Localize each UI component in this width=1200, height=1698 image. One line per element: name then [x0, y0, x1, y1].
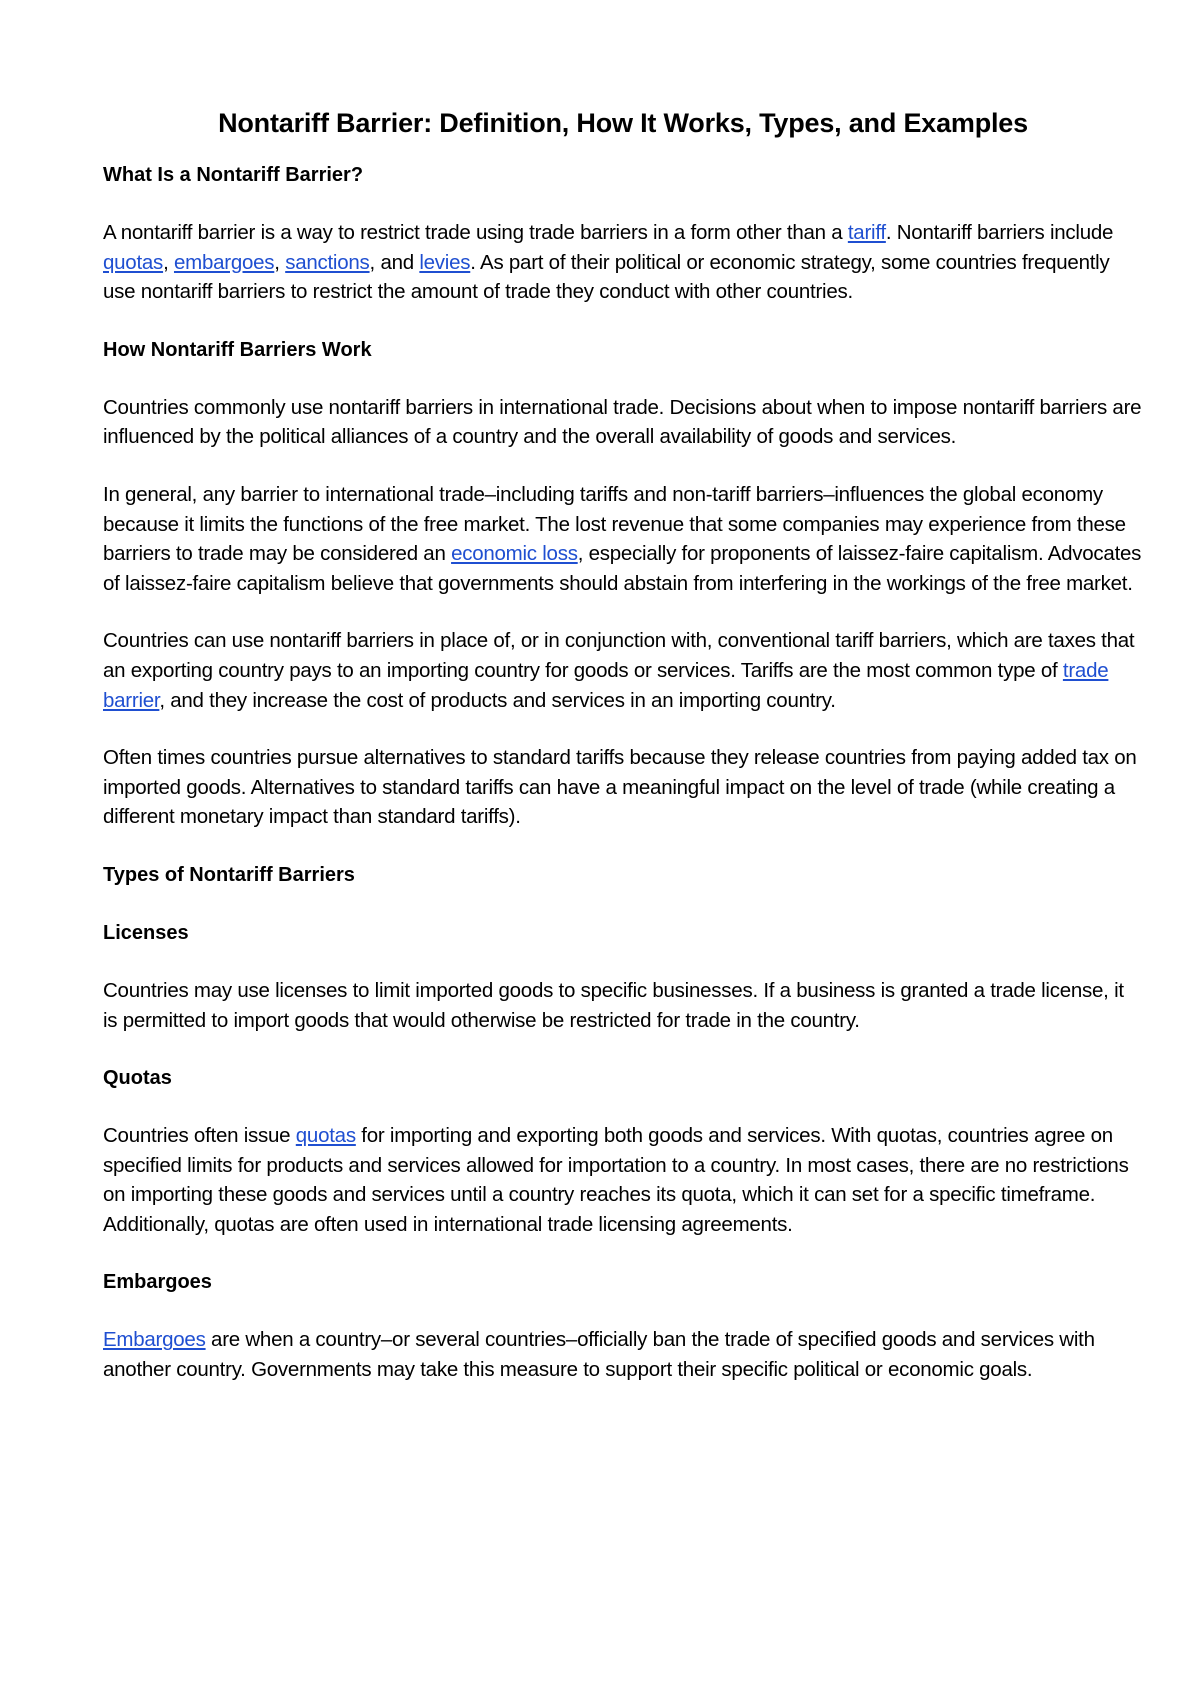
link-quotas-types[interactable]: quotas — [295, 1124, 356, 1148]
text-run: Countries can use nontariff barriers in place of, or in conjunction with, conventional tariff barriers, which are taxes that an exporting country pays to an importing country for goods or services. Tariffs are the most common type of — [103, 629, 1135, 682]
link-embargoes[interactable]: embargoes — [173, 250, 275, 274]
paragraph-how-2 — [103, 480, 1143, 598]
text-run: A nontariff barrier is a way to restrict trade using trade barriers in a form other than a — [103, 221, 848, 244]
document-title: Nontariff Barrier: Definition, How It Works, Types, and Examples — [218, 108, 1028, 138]
subheading-quotas: Quotas — [103, 1067, 172, 1090]
subheading-embargoes: Embargoes — [103, 1271, 212, 1294]
paragraph-quotas — [103, 1121, 1143, 1239]
text-run: , especially for proponents of laissez-faire capitalism. Advocates of laissez-faire capitalism believe that governments should abstain from interfering in the workings of the free market. — [103, 542, 1142, 595]
link-trade-barrier[interactable]: trade barrier — [103, 658, 1109, 712]
text-run: , and — [369, 250, 420, 274]
text-run: , and they increase the cost of products and services in an importing country. — [159, 688, 836, 712]
paragraph-how-3 — [103, 626, 1143, 715]
link-economic-loss[interactable]: economic loss — [451, 542, 578, 566]
link-embargoes-types[interactable]: Embargoes — [103, 1328, 206, 1352]
link-levies[interactable]: levies — [419, 250, 471, 274]
text-run: Countries often issue — [103, 1124, 296, 1148]
paragraph-licenses: Countries may use licenses to limit imported goods to specific businesses. If a business is granted a trade license, it is permitted to import goods that would otherwise be restricted for trade in the country. — [103, 978, 1124, 1032]
subheading-licenses: Licenses — [103, 921, 189, 944]
text-run: . As part of their political or economic strategy, some countries frequently use nontariff barriers to restrict the amount of trade they conduct with other countries. — [103, 250, 1110, 304]
link-sanctions[interactable]: sanctions — [285, 250, 370, 274]
text-run: , — [163, 250, 174, 274]
section-heading-what: What Is a Nontariff Barrier? — [103, 164, 364, 186]
text-run: , — [274, 250, 286, 274]
text-run: for importing and exporting both goods and services. With quotas, countries agree on specified limits for products and services allowed for importation to a country. In most cases, there are no restrictions on importing these goods and services until a country reaches its quota, which it can set for a specific timeframe. Additionally, quotas are often used in international trade licensing agreements. — [103, 1124, 1129, 1236]
text-run: . Nontariff barriers include — [885, 221, 1114, 244]
section-heading-types: Types of Nontariff Barriers — [103, 863, 355, 886]
paragraph-how-1: Countries commonly use nontariff barriers in international trade. Decisions about when to impose nontariff barriers are influenced by the political alliances of a country and the overall availability of goods and services. — [103, 395, 1142, 449]
link-quotas[interactable]: quotas — [103, 250, 164, 274]
document-content — [103, 100, 1143, 1385]
paragraph-how-4: Often times countries pursue alternatives to standard tariffs because they release countries from paying added tax on imported goods. Alternatives to standard tariffs can have a meaningful impact on the level of trade (while creating a different monetary impact than standard tariffs). — [103, 746, 1137, 829]
text-run: are when a country–or several countries–officially ban the trade of specified goods and services with another country. Governments may take this measure to support their specific political or economic goals. — [103, 1328, 1095, 1382]
section-heading-how: How Nontariff Barriers Work — [103, 338, 372, 361]
paragraph-what-definition — [103, 218, 1143, 307]
text-run: In general, any barrier to international trade–including tariffs and non-tariff barriers–influences the global economy because it limits the functions of the free market. The lost revenue that some companies may experience from these barriers to trade may be considered an — [103, 482, 1126, 566]
link-tariff[interactable]: tariff — [847, 221, 886, 244]
paragraph-embargoes — [103, 1325, 1143, 1384]
